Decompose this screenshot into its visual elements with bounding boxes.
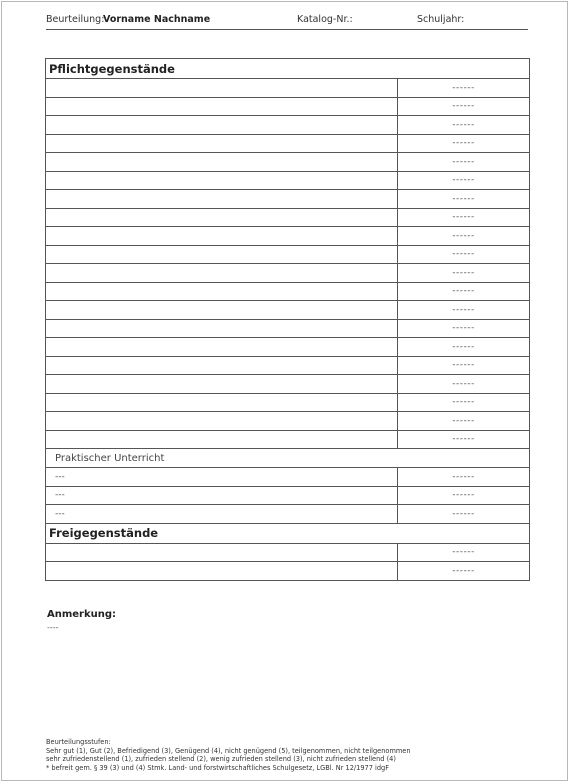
subject-cell	[46, 301, 398, 320]
grade-cell: ------	[398, 505, 530, 524]
footer-line-2: Sehr gut (1), Gut (2), Befriedigend (3), Genügend (4), nicht genügend (5), teilgenommen, nicht teilgenommen	[46, 746, 411, 755]
grade-cell: ------	[398, 227, 530, 246]
beurteilung-label: Beurteilung:	[46, 14, 105, 25]
subject-cell	[46, 171, 398, 190]
grade-cell: ------	[398, 79, 530, 98]
grade-cell: ------	[398, 338, 530, 357]
grade-cell: ------	[398, 190, 530, 209]
subject-cell	[46, 393, 398, 412]
grade-cell: ------	[398, 208, 530, 227]
grade-cell: ------	[398, 153, 530, 172]
table-row	[46, 264, 530, 283]
subject-cell	[46, 97, 398, 116]
table-row	[46, 562, 530, 581]
grade-cell: ------	[398, 375, 530, 394]
student-name: Vorname Nachname	[103, 14, 211, 25]
subject-cell	[46, 319, 398, 338]
subject-cell	[46, 412, 398, 431]
frei-title: Freigegenstände	[46, 523, 530, 543]
grade-cell: ------	[398, 264, 530, 283]
document-header	[46, 9, 528, 30]
subject-cell	[46, 208, 398, 227]
table-row	[46, 190, 530, 209]
table-row	[46, 338, 530, 357]
footer-line-3: sehr zufriedenstellend (1), zufrieden stellend (2), wenig zufrieden stellend (3), nicht zufrieden stellend (4)	[46, 755, 396, 764]
subject-cell: ---	[46, 486, 398, 505]
table-row	[46, 227, 530, 246]
grading-scale-footer	[46, 738, 526, 772]
subject-cell	[46, 562, 398, 581]
table-row	[46, 486, 530, 505]
table-row	[46, 375, 530, 394]
grade-cell: ------	[398, 245, 530, 264]
table-row	[46, 543, 530, 562]
subject-cell	[46, 375, 398, 394]
frei-section-header	[46, 523, 530, 543]
subject-cell	[46, 153, 398, 172]
footer-line-1: Beurteilungsstufen:	[46, 738, 111, 746]
table-row	[46, 134, 530, 153]
subject-cell: ---	[46, 505, 398, 524]
grade-cell: ------	[398, 468, 530, 487]
pflicht-title: Pflichtgegenstände	[46, 59, 530, 79]
subject-cell	[46, 245, 398, 264]
grade-cell: ------	[398, 319, 530, 338]
remark-label: Anmerkung:	[47, 609, 117, 620]
table-row	[46, 79, 530, 98]
table-row	[46, 153, 530, 172]
subject-cell	[46, 338, 398, 357]
grade-cell: ------	[398, 301, 530, 320]
subject-cell	[46, 282, 398, 301]
table-row	[46, 208, 530, 227]
table-row	[46, 393, 530, 412]
subject-cell	[46, 79, 398, 98]
table-row	[46, 412, 530, 431]
grade-cell: ------	[398, 134, 530, 153]
grade-cell: ------	[398, 430, 530, 449]
subject-cell	[46, 356, 398, 375]
table-row	[46, 505, 530, 524]
grade-cell: ------	[398, 116, 530, 135]
subject-cell: ---	[46, 468, 398, 487]
subject-cell	[46, 134, 398, 153]
subject-cell	[46, 543, 398, 562]
table-row	[46, 245, 530, 264]
table-row	[46, 319, 530, 338]
grade-cell: ------	[398, 171, 530, 190]
grades-table	[45, 58, 530, 581]
table-row	[46, 171, 530, 190]
grade-cell: ------	[398, 393, 530, 412]
table-row	[46, 97, 530, 116]
table-row	[46, 468, 530, 487]
praktisch-section-header	[46, 449, 530, 468]
table-row	[46, 116, 530, 135]
subject-cell	[46, 190, 398, 209]
katalog-label: Katalog-Nr.:	[297, 14, 353, 25]
footer-line-4: * befreit gem. § 39 (3) und (4) Stmk. Land- und forstwirtschaftliches Schulgesetz, LGBl. Nr 12/1977 idgF	[46, 763, 390, 772]
grade-cell: ------	[398, 412, 530, 431]
grade-cell: ------	[398, 543, 530, 562]
subject-cell	[46, 116, 398, 135]
praktisch-title: Praktischer Unterricht	[46, 449, 530, 468]
remark-text: ----	[47, 623, 59, 632]
subject-cell	[46, 430, 398, 449]
grade-cell: ------	[398, 486, 530, 505]
pflicht-section-header	[46, 59, 530, 79]
grade-cell: ------	[398, 562, 530, 581]
table-row	[46, 356, 530, 375]
schuljahr-label: Schuljahr:	[417, 14, 465, 25]
table-row	[46, 301, 530, 320]
grade-cell: ------	[398, 282, 530, 301]
table-row	[46, 430, 530, 449]
table-row	[46, 282, 530, 301]
grade-cell: ------	[398, 356, 530, 375]
subject-cell	[46, 227, 398, 246]
subject-cell	[46, 264, 398, 283]
grade-cell: ------	[398, 97, 530, 116]
